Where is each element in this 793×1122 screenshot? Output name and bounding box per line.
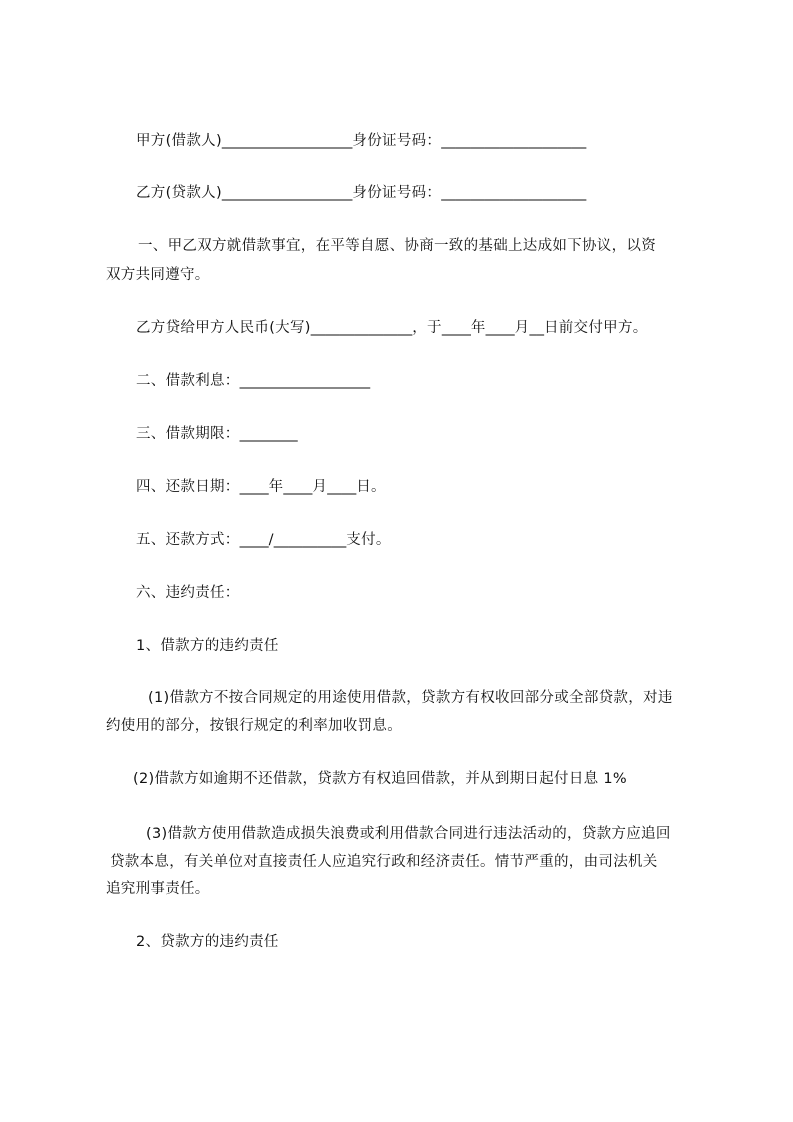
party-b-id-blank[interactable]: ____________________ [441, 185, 587, 201]
party-b-id-label: 身份证号码： [352, 185, 442, 201]
party-a-name-blank[interactable]: __________________ [221, 133, 353, 149]
repay-year-blank[interactable]: ____ [239, 479, 269, 495]
party-b-label: 乙方(贷款人) [136, 185, 222, 201]
repay-method-line [136, 530, 391, 550]
repay-method-slash: / [268, 532, 274, 548]
repay-month-label: 月 [312, 479, 328, 495]
borrower-item-1-line-2: 约使用的部分，按银行规定的利率加收罚息。 [106, 718, 402, 734]
interest-label: 二、借款利息： [136, 373, 240, 389]
repay-day-label: 日。 [356, 479, 386, 495]
repay-method-label: 五、还款方式： [136, 532, 240, 548]
clause-1-line-1: 一、甲乙双方就借款事宜，在平等自愿、协商一致的基础上达成如下协议，以资 [138, 238, 656, 254]
breach-heading: 六、违约责任： [136, 585, 240, 601]
borrower-item-1-line-1: (1)借款方不按合同规定的用途使用借款，贷款方有权收回部分或全部贷款，对违 [148, 690, 673, 706]
term-blank[interactable]: ________ [239, 426, 298, 442]
party-b-name-blank[interactable]: __________________ [221, 185, 353, 201]
repay-year-label: 年 [268, 479, 284, 495]
repay-date-label: 四、还款日期： [136, 479, 240, 495]
loan-day-blank[interactable]: __ [529, 320, 544, 336]
loan-amount-blank[interactable]: ______________ [310, 320, 413, 336]
borrower-item-3-line-3: 追究刑事责任。 [106, 881, 210, 897]
repay-method-blank-2[interactable]: __________ [273, 532, 347, 548]
interest-blank[interactable]: __________________ [239, 373, 371, 389]
loan-year-label: 年 [470, 320, 486, 336]
clause-1-line-2: 双方共同遵守。 [106, 267, 210, 283]
loan-amount-prefix: 乙方贷给甲方人民币(大写) [136, 320, 311, 336]
repay-date-line [136, 477, 386, 497]
repay-month-blank[interactable]: ____ [283, 479, 313, 495]
loan-month-label: 月 [514, 320, 530, 336]
borrower-item-3-line-2: 贷款本息，有关单位对直接责任人应追究行政和经济责任。情节严重的，由司法机关 [110, 854, 658, 870]
loan-amount-mid: ，于 [412, 320, 442, 336]
loan-year-blank[interactable]: ____ [441, 320, 471, 336]
loan-amount-line [136, 318, 648, 338]
party-a-label: 甲方(借款人) [136, 133, 222, 149]
party-a-id-blank[interactable]: ____________________ [441, 133, 587, 149]
repay-method-blank-1[interactable]: ____ [239, 532, 269, 548]
loan-month-blank[interactable]: ____ [485, 320, 515, 336]
term-label: 三、借款期限： [136, 426, 240, 442]
party-b-line [136, 183, 586, 203]
borrower-item-2: (2)借款方如逾期不还借款，贷款方有权追回借款，并从到期日起付日息 1% [133, 771, 627, 787]
loan-amount-suffix: 日前交付甲方。 [543, 320, 648, 336]
borrower-breach-heading: 1、借款方的违约责任 [136, 638, 279, 654]
repay-day-blank[interactable]: ____ [327, 479, 357, 495]
borrower-item-3-line-1: (3)借款方使用借款造成损失浪费或利用借款合同进行违法活动的，贷款方应追回 [146, 826, 671, 842]
repay-method-suffix: 支付。 [346, 532, 391, 548]
party-a-line [136, 131, 586, 151]
lender-breach-heading: 2、贷款方的违约责任 [136, 934, 279, 950]
interest-line [136, 371, 370, 391]
term-line [136, 424, 298, 444]
party-a-id-label: 身份证号码： [352, 133, 442, 149]
